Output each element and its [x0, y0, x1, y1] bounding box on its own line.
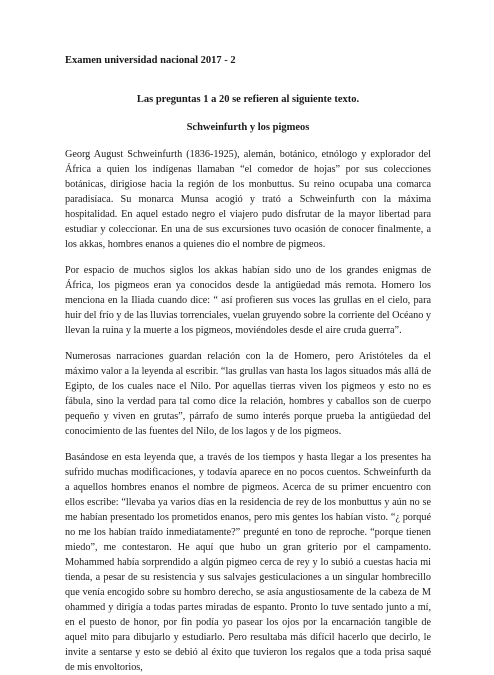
- document-title: Schweinfurth y los pigmeos: [186, 122, 310, 133]
- exam-title: Examen universidad nacional 2017 - 2: [65, 55, 236, 66]
- paragraph-1: Georg August Schweinfurth (1836-1925), alemán, botánico, etnólogo y explorador del África a quien los indígenas llamaban “el comedor de hojas” por sus colecciones botánicas, dirigiose hacia la región de los monbuttus. Su reino ocupaba una comarca paradisíaca. Su monarca Munsa acogió y trató a Schweinfurth con la máxima hospitalidad. En aquel estado negro el viajero pudo disfrutar de la mayor libertad para estudiar y coleccionar. En una de sus excursiones tuvo ocasión de conocer finalmente, a los akkas, hombres enanos a quienes dio el nombre de pigmeos.: [65, 149, 431, 250]
- page-content: [65, 54, 431, 675]
- paragraph-4: Basándose en esta leyenda que, a través de los tiempos y hasta llegar a los presentes ha sufrido muchas modificaciones, y todavía aparece en no pocos cuentos. Schweinfurth da a aquellos hombres enanos el nombre de pigmeos. Acerca de su primer encuentro con ellos escribe: “llevaba ya varios días en la residencia de rey de los monbuttus y aún no se me habían presentado los prometidos enanos, pero mis gentes los habían visto. “¿ porqué no me los habían traído inmediatamente?” pregunté en tono de reproche. “porque tienen miedo”, me contestaron. He aquí que hubo un gran griterio por el campamento. Mohammed había sorprendido a algún pigmeo cerca de rey y lo subió a cuestas hacia mi tienda, a pesar de su resistencia y sus salvajes gesticulaciones a un singular hombrecillo que venía encogido sobre su hombro derecho, se asía angustiosamente de la cabeza de M ohammed y dirigía a todas partes miradas de espanto. Pronto lo tuve sentado junto a mí, en el puesto de honor, por fin podía yo pasear los ojos por la encarnación tangible de aquel mito para dibujarlo y estudiarlo. Pero resultaba más difícil hacerlo que decirlo, le invite a sentarse y esto se debió al éxito que tuvieron los regalos que a toda prisa saqué de mis envoltorios,: [65, 452, 431, 673]
- instructions-heading: Las preguntas 1 a 20 se refieren al siguiente texto.: [136, 94, 360, 105]
- paragraph-2: Por espacio de muchos siglos los akkas habían sido uno de los grandes enigmas de África, los pigmeos eran ya conocidos desde la antigüedad más remota. Homero los menciona en la Iliada cuando dice: “ así profieren sus voces las grullas en el cielo, para huir del frío y de las lluvias torrenciales, vuelan gruyendo sobre la corriente del Océano y llevan la ruina y la muerte a los pigmeos, moviéndoles desde el aire cruda guerra”.: [65, 265, 431, 336]
- paragraph-3: Numerosas narraciones guardan relación con la de Homero, pero Aristóteles da el máximo valor a la leyenda al escribir. “las grullas van hasta los lagos situados más allá de Egipto, de los cuales nace el Nilo. Por aquellas tierras viven los pigmeos y esto no es fábula, sino la verdad para tal como dice la relación, hombres y caballos son de cuerpo pequeño y viven en grutas”, párrafo de sumo interés porque prueba la antigüedad del conocimiento de las fuentes del Nilo, de los lagos y de los pigmeos.: [65, 351, 431, 437]
